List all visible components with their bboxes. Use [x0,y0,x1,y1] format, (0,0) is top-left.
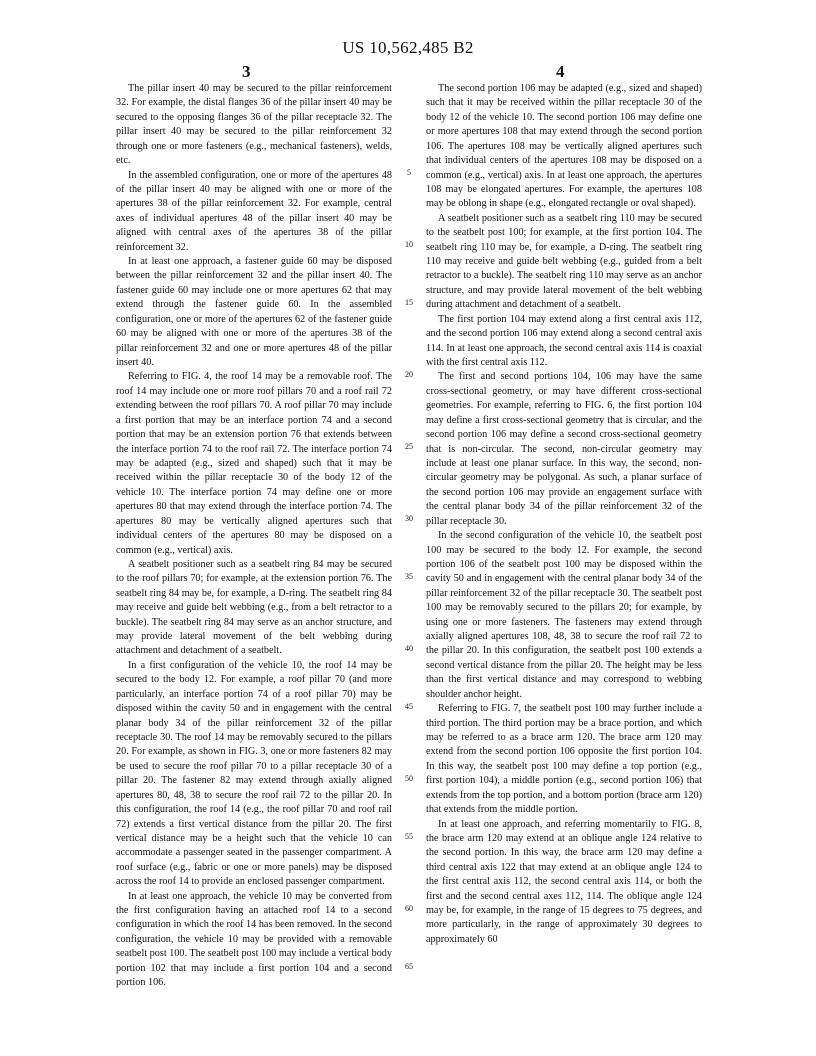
line-number: 60 [405,904,413,913]
right-column [426,82,702,947]
page-number-right: 4 [556,62,565,81]
line-number: 30 [405,514,413,523]
paragraph: The second portion 106 may be adapted (e.g., sized and shaped) such that it may be received within the pillar receptacle 30 of the body 12 of the vehicle 10. The second portion 106 may define one or more apertures 108 that may extend through the second portion 106. The apertures 108 may be vertically aligned apertures such that individual centers of the apertures 108 may be disposed on a common (e.g., vertical) axis. In at least one approach, the apertures 108 may be elongated apertures. For example, the apertures 108 may be oblong in shape (e.g., elongated rectangle or oval shaped). [426,83,702,210]
line-number: 50 [405,774,413,783]
line-number: 55 [405,832,413,841]
paragraph: In at least one approach, the vehicle 10 may be converted from the first configuration having an attached roof 14 to a second configuration in which the roof 14 has been removed. In the second configuration, the vehicle 10 may be provided with a removable seatbelt post 100. The seatbelt post 100 may include a vertical body portion 102 that may include a first portion 104 and a second portion 106. [116,890,392,989]
paragraph: The first and second portions 104, 106 may have the same cross-sectional geometry, or may have different cross-sectional geometries. For example, referring to FIG. 6, the first portion 104 may define a first cross-sectional geometry that is circular, and the second portion 106 may define a second cross-sectional geometry that is non-circular. The second, non-circular geometry may include at least one planar surface. In this way, the second, non-circular geometry may be polygonal. As such, a planar surface of the second portion 106 may provide an engagement surface with the central planar body 34 of the pillar reinforcement 32 of the pillar receptacle 30. [426,371,702,527]
line-number: 15 [405,298,413,307]
paragraph: In at least one approach, and referring momentarily to FIG. 8, the brace arm 120 may extend at an oblique angle 124 relative to the second portion. In this way, the brace arm 120 may define a third central axis 122 that may extend at an oblique angle 124 to the first central axis 112, the second central axis 114, or both the first and the second central axes 112, 114. The oblique angle 124 may be, for example, in the range of 15 degrees to 75 degrees, and more particularly, in the range of approximately 30 degrees to approximately 60 [426,818,702,945]
line-number: 35 [405,572,413,581]
paragraph: In at least one approach, a fastener guide 60 may be disposed between the pillar reinforcement 32 and the pillar insert 40. The fastener guide 60 may include one or more apertures 62 that may extend through the fastener guide 60. In the assembled configuration, one or more of the apertures 62 of the fastener guide 60 may be aligned with one or more of the apertures 38 of the pillar reinforcement 32 and one or more apertures 48 of the pillar insert 40. [116,256,392,369]
line-number: 40 [405,644,413,653]
paragraph: A seatbelt positioner such as a seatbelt ring 84 may be secured to the roof pillars 70; for example, at the extension portion 76. The seatbelt ring 84 may be, for example, a D-ring. The seatbelt ring 84 may receive and guide belt webbing (e.g., from a belt retractor to a buckle). The seatbelt ring 84 may serve as an anchor structure, and may provide lateral movement of the belt webbing during attachment and detachment of a seatbelt. [116,558,392,657]
paragraph: In the assembled configuration, one or more of the apertures 48 of the pillar insert 40 may be aligned with one or more of the apertures 38 of the pillar reinforcement 32. For example, central axes of individual apertures 48 of the pillar insert 40 may be aligned with central axes of the apertures 38 of the pillar reinforcement 32. [116,169,392,253]
page-number-left: 3 [242,62,251,81]
paragraph: In a first configuration of the vehicle 10, the roof 14 may be secured to the body 12. For example, a roof pillar 70 (and more particularly, an interface portion 74 of a roof pillar 70) may be disposed within the cavity 50 and in engagement with the central planar body 34 of the pillar reinforcement 32 of the pillar receptacle 30. The roof 14 may be removably secured to the pillars 20. For example, as shown in FIG. 3, one or more fasteners 82 may be used to secure the roof pillar 70 to a pillar receptacle 30 of a pillar 20. The fastener 82 may extend through axially aligned apertures 80, 48, 38 to secure the roof rail 72 to the pillar 20. In this configuration, the roof 14 (e.g., the roof pillar 70 and roof rail 72) extends a first vertical distance from the pillar 20. The first vertical distance may be a height such that the vehicle 10 can accommodate a passenger seated in the passenger compartment. A roof surface (e.g., fabric or one or more panels) may be disposed across the roof 14 to provide an enclosed passenger compartment. [116,659,392,888]
line-number: 65 [405,962,413,971]
paragraph: A seatbelt positioner such as a seatbelt ring 110 may be secured to the seatbelt post 100; for example, at the first portion 104. The seatbelt ring 110 may be, for example, a D-ring. The seatbelt ring 110 may receive and guide belt webbing (e.g., guided from a belt retractor to a buckle). The seatbelt ring 110 may serve as an anchor structure, and may provide lateral movement of the belt webbing during attachment and detachment of a seatbelt. [426,212,702,311]
paragraph: In the second configuration of the vehicle 10, the seatbelt post 100 may be secured to the body 12. For example, the second portion 106 of the seatbelt post 100 may be disposed within the cavity 50 and in engagement with the central planar body 34 of the pillar reinforcement 32 of the pillar receptacle 30. The seatbelt post 100 may be removably secured to the pillars 20; for example, by using one or more fasteners. The fasteners may extend through axially aligned apertures 108, 48, 38 to secure the roof rail 72 to the pillar 20. In this configuration, the seatbelt post 100 extends a second vertical distance from the pillar 20. The height may be less than the first vertical distance and may correspond to webbing shoulder anchor height. [426,530,702,700]
line-number: 20 [405,370,413,379]
line-number: 45 [405,702,413,711]
paragraph: Referring to FIG. 7, the seatbelt post 100 may further include a third portion. The third portion may be a brace portion, and which may be referred to as a brace arm 120. The brace arm 120 may extend from the second portion 106 opposite the first portion 104. In this way, the seatbelt post 100 may define a top portion (e.g., first portion 104), a middle portion (e.g., second portion 106) that extends from the top portion, and a bottom portion (brace arm 120) that extends from the middle portion. [426,703,702,816]
paragraph: The first portion 104 may extend along a first central axis 112, and the second portion 106 may extend along a second central axis 114. In at least one approach, the second central axis 114 is coaxial with the first central axis 112. [426,313,702,369]
left-column [116,82,392,991]
line-number: 10 [405,240,413,249]
paragraph: Referring to FIG. 4, the roof 14 may be a removable roof. The roof 14 may include one or more roof pillars 70 and a roof rail 72 extending between the roof pillars 70. A roof pillar 70 may include a first portion that may be an interface portion 74 and a second portion that may be an extension portion 76 that extends between the interface portion 74 to the roof rail 72. The interface portion 74 may be adapted (e.g., sized and shaped) such that it may be received within the pillar receptacle 30 of the body 12 of the vehicle 10. The interface portion 74 may define one or more apertures 80 that may extend through the interface portion 74. The apertures 80 may be vertically aligned apertures such that individual centers of the apertures 80 may be disposed on a common (e.g., vertical) axis. [116,371,392,556]
line-number: 25 [405,442,413,451]
patent-number: US 10,562,485 B2 [342,38,474,57]
paragraph: The pillar insert 40 may be secured to the pillar reinforcement 32. For example, the distal flanges 36 of the pillar insert 40 may be secured to the opposing flanges 36 of the pillar receptacle 32. The pillar insert 40 may be secured to the pillar reinforcement 32 through one or more fasteners (e.g., mechanical fasteners), welds, etc. [116,83,392,167]
line-number: 5 [407,168,411,177]
